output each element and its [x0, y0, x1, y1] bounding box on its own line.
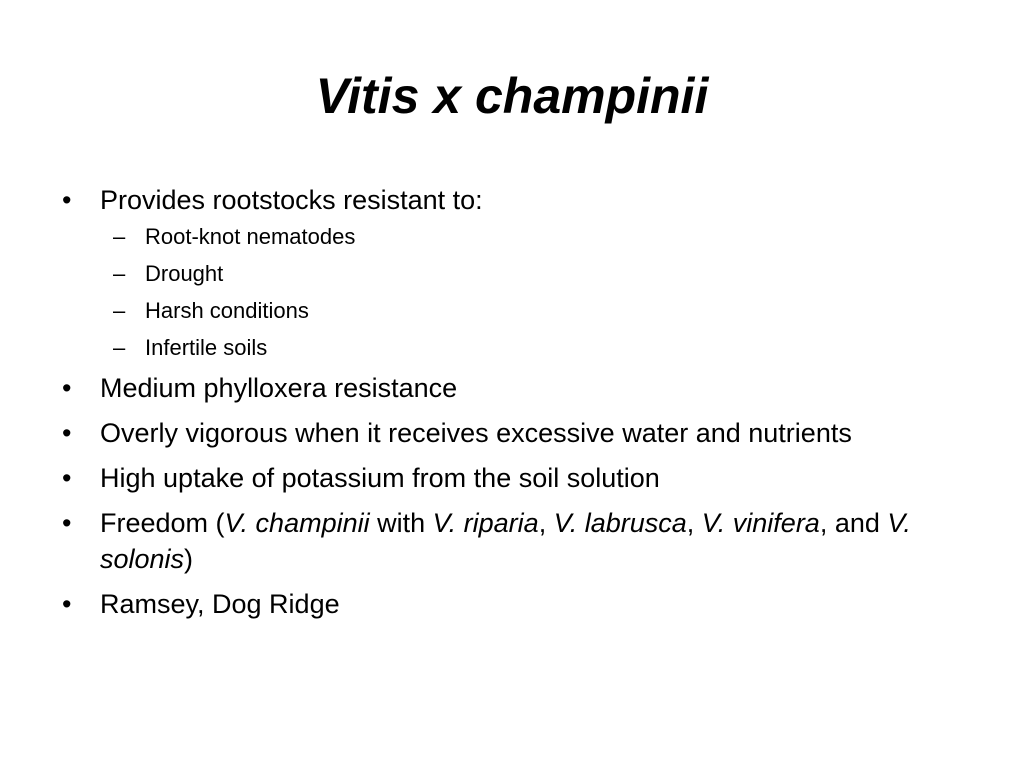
bullet-text: Provides rootstocks resistant to: [100, 185, 483, 215]
text-segment-italic: V. labrusca [553, 508, 687, 538]
bullet-dot: • [62, 463, 72, 493]
text-segment-italic: V. champinii [224, 508, 370, 538]
sub-bullet-text: Harsh conditions [145, 298, 309, 323]
text-segment: , [538, 508, 554, 538]
text-segment: ) [184, 544, 194, 574]
bullet-item [62, 586, 962, 622]
bullet-text: Overly vigorous when it receives excessive water and nutrients [100, 418, 852, 448]
bullet-item [62, 505, 962, 577]
sub-bullet-item [62, 259, 962, 289]
bullet-text-rich [100, 508, 911, 574]
slide-title: Vitis x champinii [315, 68, 709, 124]
bullet-dot: • [62, 373, 72, 403]
sub-bullet-list [62, 222, 962, 363]
text-segment-italic: V. solonis [100, 508, 911, 574]
sub-bullet-dash: – [113, 298, 126, 323]
text-segment: Freedom ( [100, 508, 225, 538]
sub-bullet-dash: – [113, 335, 126, 360]
bullet-dot: • [62, 589, 72, 619]
sub-bullet-item [62, 296, 962, 326]
bullet-item [62, 415, 962, 451]
sub-bullet-dash: – [113, 224, 126, 249]
bullet-text: High uptake of potassium from the soil solution [100, 463, 660, 493]
bullet-dot: • [62, 185, 72, 215]
sub-bullet-dash: – [113, 261, 126, 286]
text-segment-italic: V. vinifera [701, 508, 820, 538]
bullet-item [62, 370, 962, 406]
sub-bullet-item [62, 222, 962, 252]
bullet-text: Ramsey, Dog Ridge [100, 589, 340, 619]
text-segment: with [369, 508, 433, 538]
sub-bullet-item [62, 333, 962, 363]
bullet-item [62, 182, 962, 218]
sub-bullet-text: Root-knot nematodes [145, 224, 356, 249]
bullet-dot: • [62, 508, 72, 538]
text-segment: , and [819, 508, 888, 538]
bullet-text: Medium phylloxera resistance [100, 373, 458, 403]
sub-bullet-text: Drought [145, 261, 224, 286]
bullet-group-1 [62, 182, 962, 363]
text-segment-italic: V. riparia [432, 508, 539, 538]
text-segment: , [686, 508, 702, 538]
bullet-item [62, 460, 962, 496]
sub-bullet-text: Infertile soils [145, 335, 268, 360]
bullet-dot: • [62, 418, 72, 448]
slide-content [62, 182, 962, 631]
